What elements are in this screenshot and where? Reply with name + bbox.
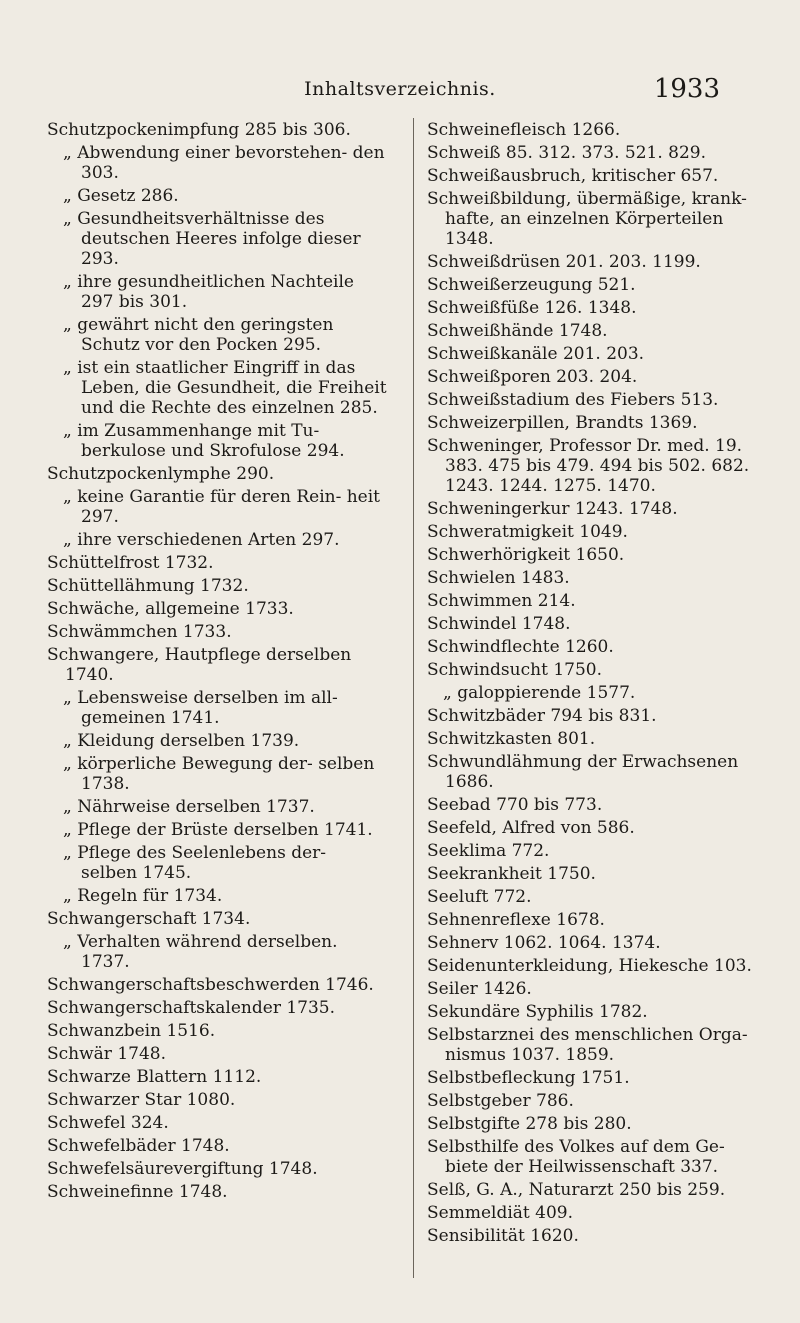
index-entry: Schweninger, Professor Dr. med. 19. 383. 475 bis 479. 494 bis 502. 682. 1243. 1244. 1275. 1470. <box>427 436 750 496</box>
index-entry: Schüttellähmung 1732. <box>47 576 249 596</box>
index-entry: Schwangerschaftskalender 1735. <box>47 998 336 1018</box>
index-entry: Schwitzkasten 801. <box>427 729 596 749</box>
index-entry: Selbstgeber 786. <box>427 1091 574 1111</box>
index-entry: Schweinefleisch 1266. <box>427 120 621 140</box>
index-entry: Schwäche, allgemeine 1733. <box>47 599 294 619</box>
index-entry: Schwerhörigkeit 1650. <box>427 545 625 565</box>
index-entry: „ Nährweise derselben 1737. <box>63 797 315 817</box>
index-entry: Seekrankheit 1750. <box>427 864 596 884</box>
index-entry: Schutzpockenlymphe 290. <box>47 464 275 484</box>
index-entry: „ keine Garantie für deren Rein- heit 297. <box>63 487 381 527</box>
index-entry: Sensibilität 1620. <box>427 1226 579 1246</box>
index-entry: „ Regeln für 1734. <box>63 886 223 906</box>
index-entry: Seidenunterkleidung, Hiekesche 103. <box>427 956 752 976</box>
index-entry: Schweinefinne 1748. <box>47 1182 228 1202</box>
index-entry: Schweißhände 1748. <box>427 321 608 341</box>
index-entry: Selbstgifte 278 bis 280. <box>427 1114 632 1134</box>
index-entry: Schweißausbruch, kritischer 657. <box>427 166 719 186</box>
index-entry: Selbstbefleckung 1751. <box>427 1068 630 1088</box>
index-entry: Selß, G. A., Naturarzt 250 bis 259. <box>427 1180 726 1200</box>
index-entry: „ Kleidung derselben 1739. <box>63 731 300 751</box>
index-entry: Schweißkanäle 201. 203. <box>427 344 645 364</box>
page-title: Inhaltsverzeichnis. <box>304 78 496 100</box>
index-entry: Schweratmigkeit 1049. <box>427 522 628 542</box>
index-entry: „ im Zusammenhange mit Tu- berkulose und Skrofulose 294. <box>63 421 345 461</box>
index-entry: Selbsthilfe des Volkes auf dem Ge- biete der Heilwissenschaft 337. <box>427 1137 725 1177</box>
index-entry: „ Pflege des Seelenlebens der- selben 1745. <box>63 843 327 883</box>
index-entry: Schweißerzeugung 521. <box>427 275 636 295</box>
index-entry: Schweißfüße 126. 1348. <box>427 298 637 318</box>
index-entry: Schwefelbäder 1748. <box>47 1136 230 1156</box>
index-entry: Seeluft 772. <box>427 887 532 907</box>
index-entry: Seeklima 772. <box>427 841 550 861</box>
index-entry: „ ist ein staatlicher Eingriff in das Leben, die Gesundheit, die Freiheit und die Rechte des einzelnen 285. <box>63 358 387 418</box>
index-entry: Schwundlähmung der Erwachsenen 1686. <box>427 752 739 792</box>
page-header <box>0 52 800 104</box>
index-entry: „ Lebensweise derselben im all- gemeinen 1741. <box>63 688 338 728</box>
index-entry: Schwimmen 214. <box>427 591 576 611</box>
index-entry: Schüttelfrost 1732. <box>47 553 214 573</box>
index-entry: Schweißporen 203. 204. <box>427 367 638 387</box>
index-entry: Schwarzer Star 1080. <box>47 1090 236 1110</box>
index-entry: Schwangerschaft 1734. <box>47 909 251 929</box>
index-entry: Schwär 1748. <box>47 1044 166 1064</box>
index-entry: „ Abwendung einer bevorstehen- den 303. <box>63 143 385 183</box>
index-entry: Schwangerschaftsbeschwerden 1746. <box>47 975 374 995</box>
index-entry: „ galoppierende 1577. <box>443 683 636 703</box>
index-entry: Schweizerpillen, Brandts 1369. <box>427 413 698 433</box>
index-entry: „ Gesetz 286. <box>63 186 179 206</box>
index-entry: Schutzpockenimpfung 285 bis 306. <box>47 120 351 140</box>
index-entry: Schwindsucht 1750. <box>427 660 602 680</box>
index-entry: „ körperliche Bewegung der- selben 1738. <box>63 754 375 794</box>
index-entry: „ Gesundheitsverhältnisse des deutschen Heeres infolge dieser 293. <box>63 209 361 269</box>
index-entry: Selbstarznei des menschlichen Orga- nismus 1037. 1859. <box>427 1025 748 1065</box>
index-entry: Sekundäre Syphilis 1782. <box>427 1002 648 1022</box>
index-entry: Schwangere, Hautpflege derselben 1740. <box>47 645 352 685</box>
index-entry: Schwefelsäurevergiftung 1748. <box>47 1159 318 1179</box>
index-entry: Schwämmchen 1733. <box>47 622 232 642</box>
index-entry: Schwindflechte 1260. <box>427 637 614 657</box>
index-entry: „ ihre verschiedenen Arten 297. <box>63 530 340 550</box>
index-entry: Seebad 770 bis 773. <box>427 795 603 815</box>
index-entry: Schwefel 324. <box>47 1113 169 1133</box>
index-entry: Schwanzbein 1516. <box>47 1021 216 1041</box>
index-entry: Schwarze Blattern 1112. <box>47 1067 262 1087</box>
index-entry: Sehnenreflexe 1678. <box>427 910 605 930</box>
index-entry: „ gewährt nicht den geringsten Schutz vor den Pocken 295. <box>63 315 334 355</box>
index-column-left <box>47 120 387 1205</box>
index-entry: Schweningerkur 1243. 1748. <box>427 499 678 519</box>
index-entry: Seiler 1426. <box>427 979 532 999</box>
index-entry: Schweißdrüsen 201. 203. 1199. <box>427 252 701 272</box>
index-entry: Semmeldiät 409. <box>427 1203 573 1223</box>
index-entry: Sehnerv 1062. 1064. 1374. <box>427 933 661 953</box>
index-entry: „ Verhalten während derselben. 1737. <box>63 932 338 972</box>
index-entry: „ Pflege der Brüste derselben 1741. <box>63 820 373 840</box>
index-entry: Schwindel 1748. <box>427 614 571 634</box>
index-entry: „ ihre gesundheitlichen Nachteile 297 bis 301. <box>63 272 354 312</box>
index-entry: Schweiß 85. 312. 373. 521. 829. <box>427 143 706 163</box>
index-entry: Seefeld, Alfred von 586. <box>427 818 635 838</box>
index-entry: Schwitzbäder 794 bis 831. <box>427 706 657 726</box>
index-entry: Schwielen 1483. <box>427 568 570 588</box>
index-column-right <box>427 120 767 1249</box>
column-divider <box>413 118 414 1278</box>
index-entry: Schweißbildung, übermäßige, krank- hafte, an einzelnen Körperteilen 1348. <box>427 189 747 249</box>
index-entry: Schweißstadium des Fiebers 513. <box>427 390 719 410</box>
page-number: 1933 <box>653 74 720 104</box>
